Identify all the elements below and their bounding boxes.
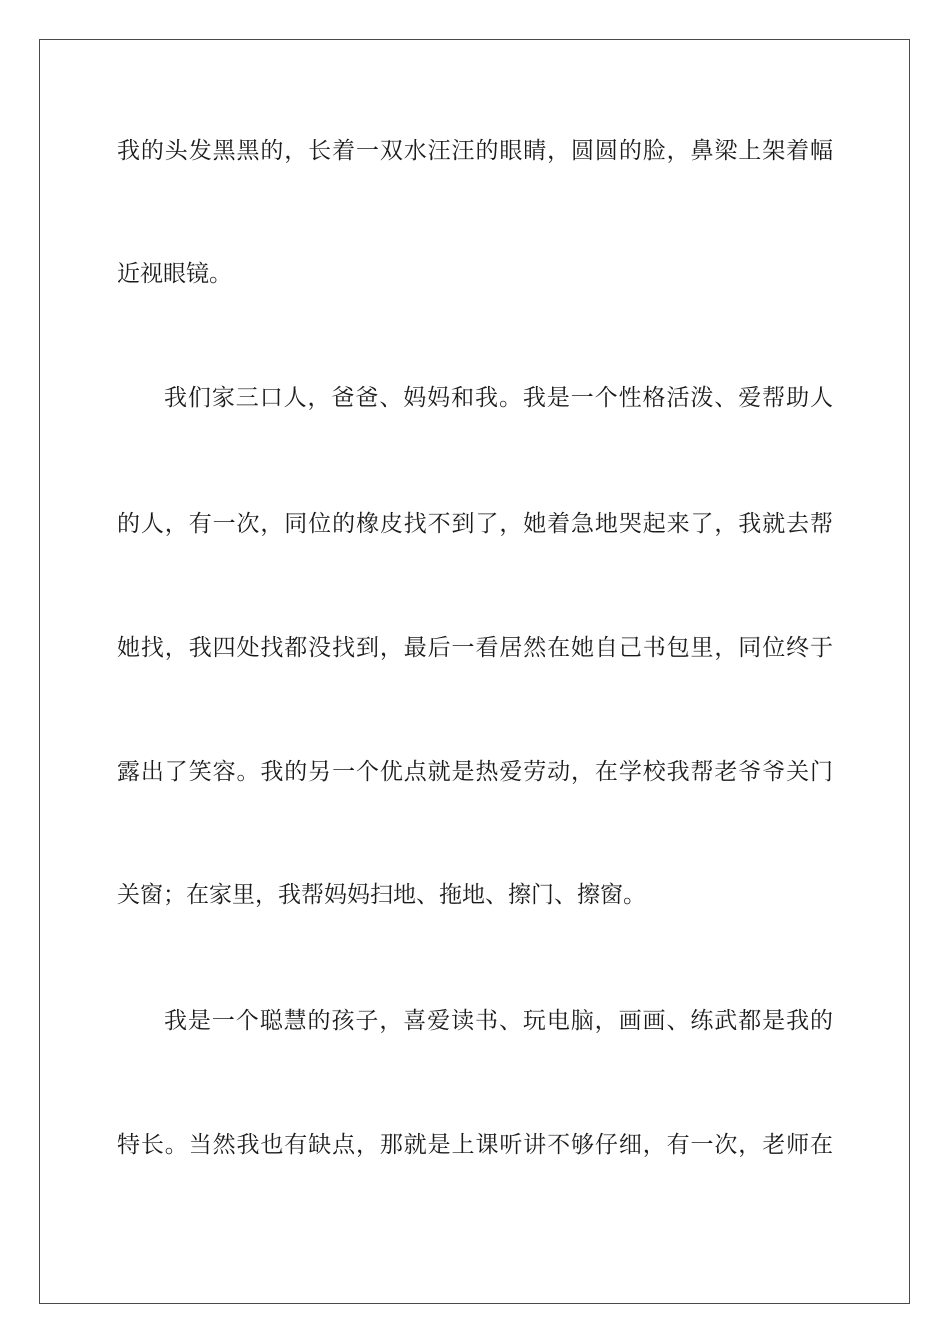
text-line-2: 近视眼镜。 (117, 261, 232, 287)
text-line-4: 的人，有一次，同位的橡皮找不到了，她着急地哭起来了，我就去帮 (117, 511, 833, 537)
text-line-3: 我们家三口人，爸爸、妈妈和我。我是一个性格活泼、爱帮助人 (164, 385, 833, 411)
page-frame (39, 39, 910, 1304)
text-line-7: 关窗；在家里，我帮妈妈扫地、拖地、擦门、擦窗。 (117, 882, 646, 908)
text-line-8: 我是一个聪慧的孩子，喜爱读书、玩电脑，画画、练武都是我的 (164, 1008, 833, 1034)
text-line-9: 特长。当然我也有缺点，那就是上课听讲不够仔细，有一次，老师在 (117, 1132, 833, 1158)
text-line-5: 她找，我四处找都没找到，最后一看居然在她自己书包里，同位终于 (117, 635, 833, 661)
text-line-6: 露出了笑容。我的另一个优点就是热爱劳动，在学校我帮老爷爷关门 (117, 759, 833, 785)
text-line-1: 我的头发黑黑的，长着一双水汪汪的眼睛，圆圆的脸，鼻梁上架着幅 (117, 138, 833, 164)
